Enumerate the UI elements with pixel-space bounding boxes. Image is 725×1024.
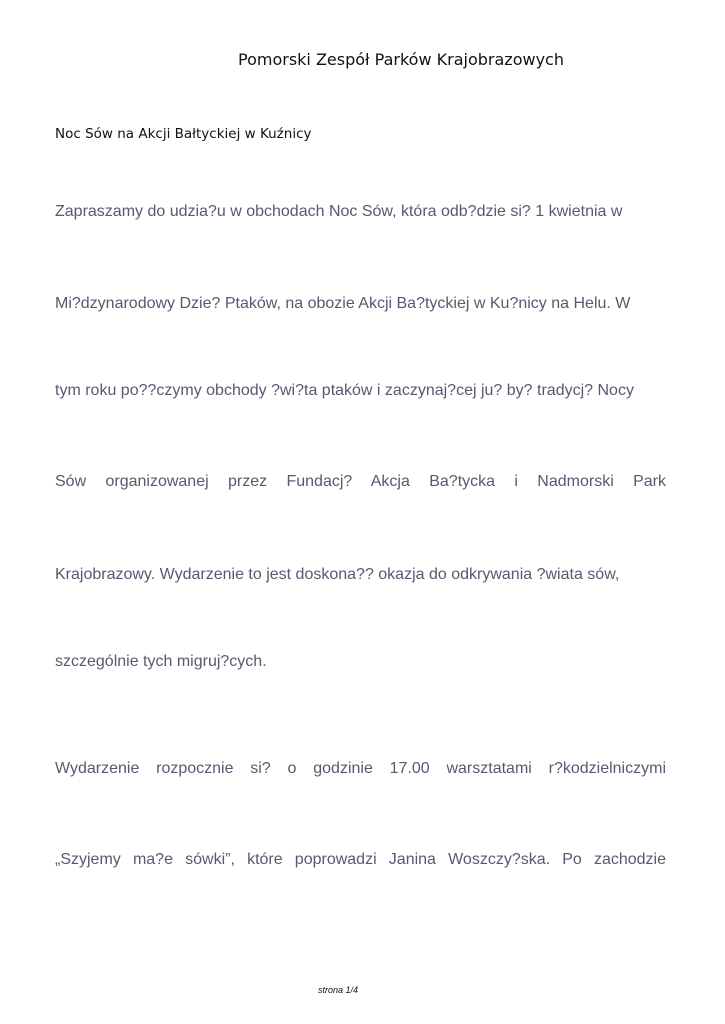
body-line: Krajobrazowy. Wydarzenie to jest doskona?? okazja do odkrywania ?wiata sów, — [55, 566, 620, 583]
body-line: Wydarzenie rozpocznie si? o godzinie 17.00 warsztatami r?kodzielniczymi — [55, 760, 666, 777]
body-line: Zapraszamy do udzia?u w obchodach Noc Sów, która odb?dzie si? 1 kwietnia w — [55, 203, 623, 220]
document-header: Pomorski Zespół Parków Krajobrazowych — [238, 50, 564, 69]
body-line: „Szyjemy ma?e sówki”, które poprowadzi Janina Woszczy?ska. Po zachodzie — [55, 851, 666, 868]
body-line: szczególnie tych migruj?cych. — [55, 653, 267, 670]
body-line: Mi?dzynarodowy Dzie? Ptaków, na obozie Akcji Ba?tyckiej w Ku?nicy na Helu. W — [55, 295, 631, 312]
body-line: Sów organizowanej przez Fundacj? Akcja Ba?tycka i Nadmorski Park — [55, 473, 666, 490]
body-line: tym roku po??czymy obchody ?wi?ta ptaków i zaczynaj?cej ju? by? tradycj? Nocy — [55, 382, 634, 399]
article-title: Noc Sów na Akcji Bałtyckiej w Kuźnicy — [55, 126, 312, 142]
page-number: strona 1/4 — [318, 985, 359, 995]
